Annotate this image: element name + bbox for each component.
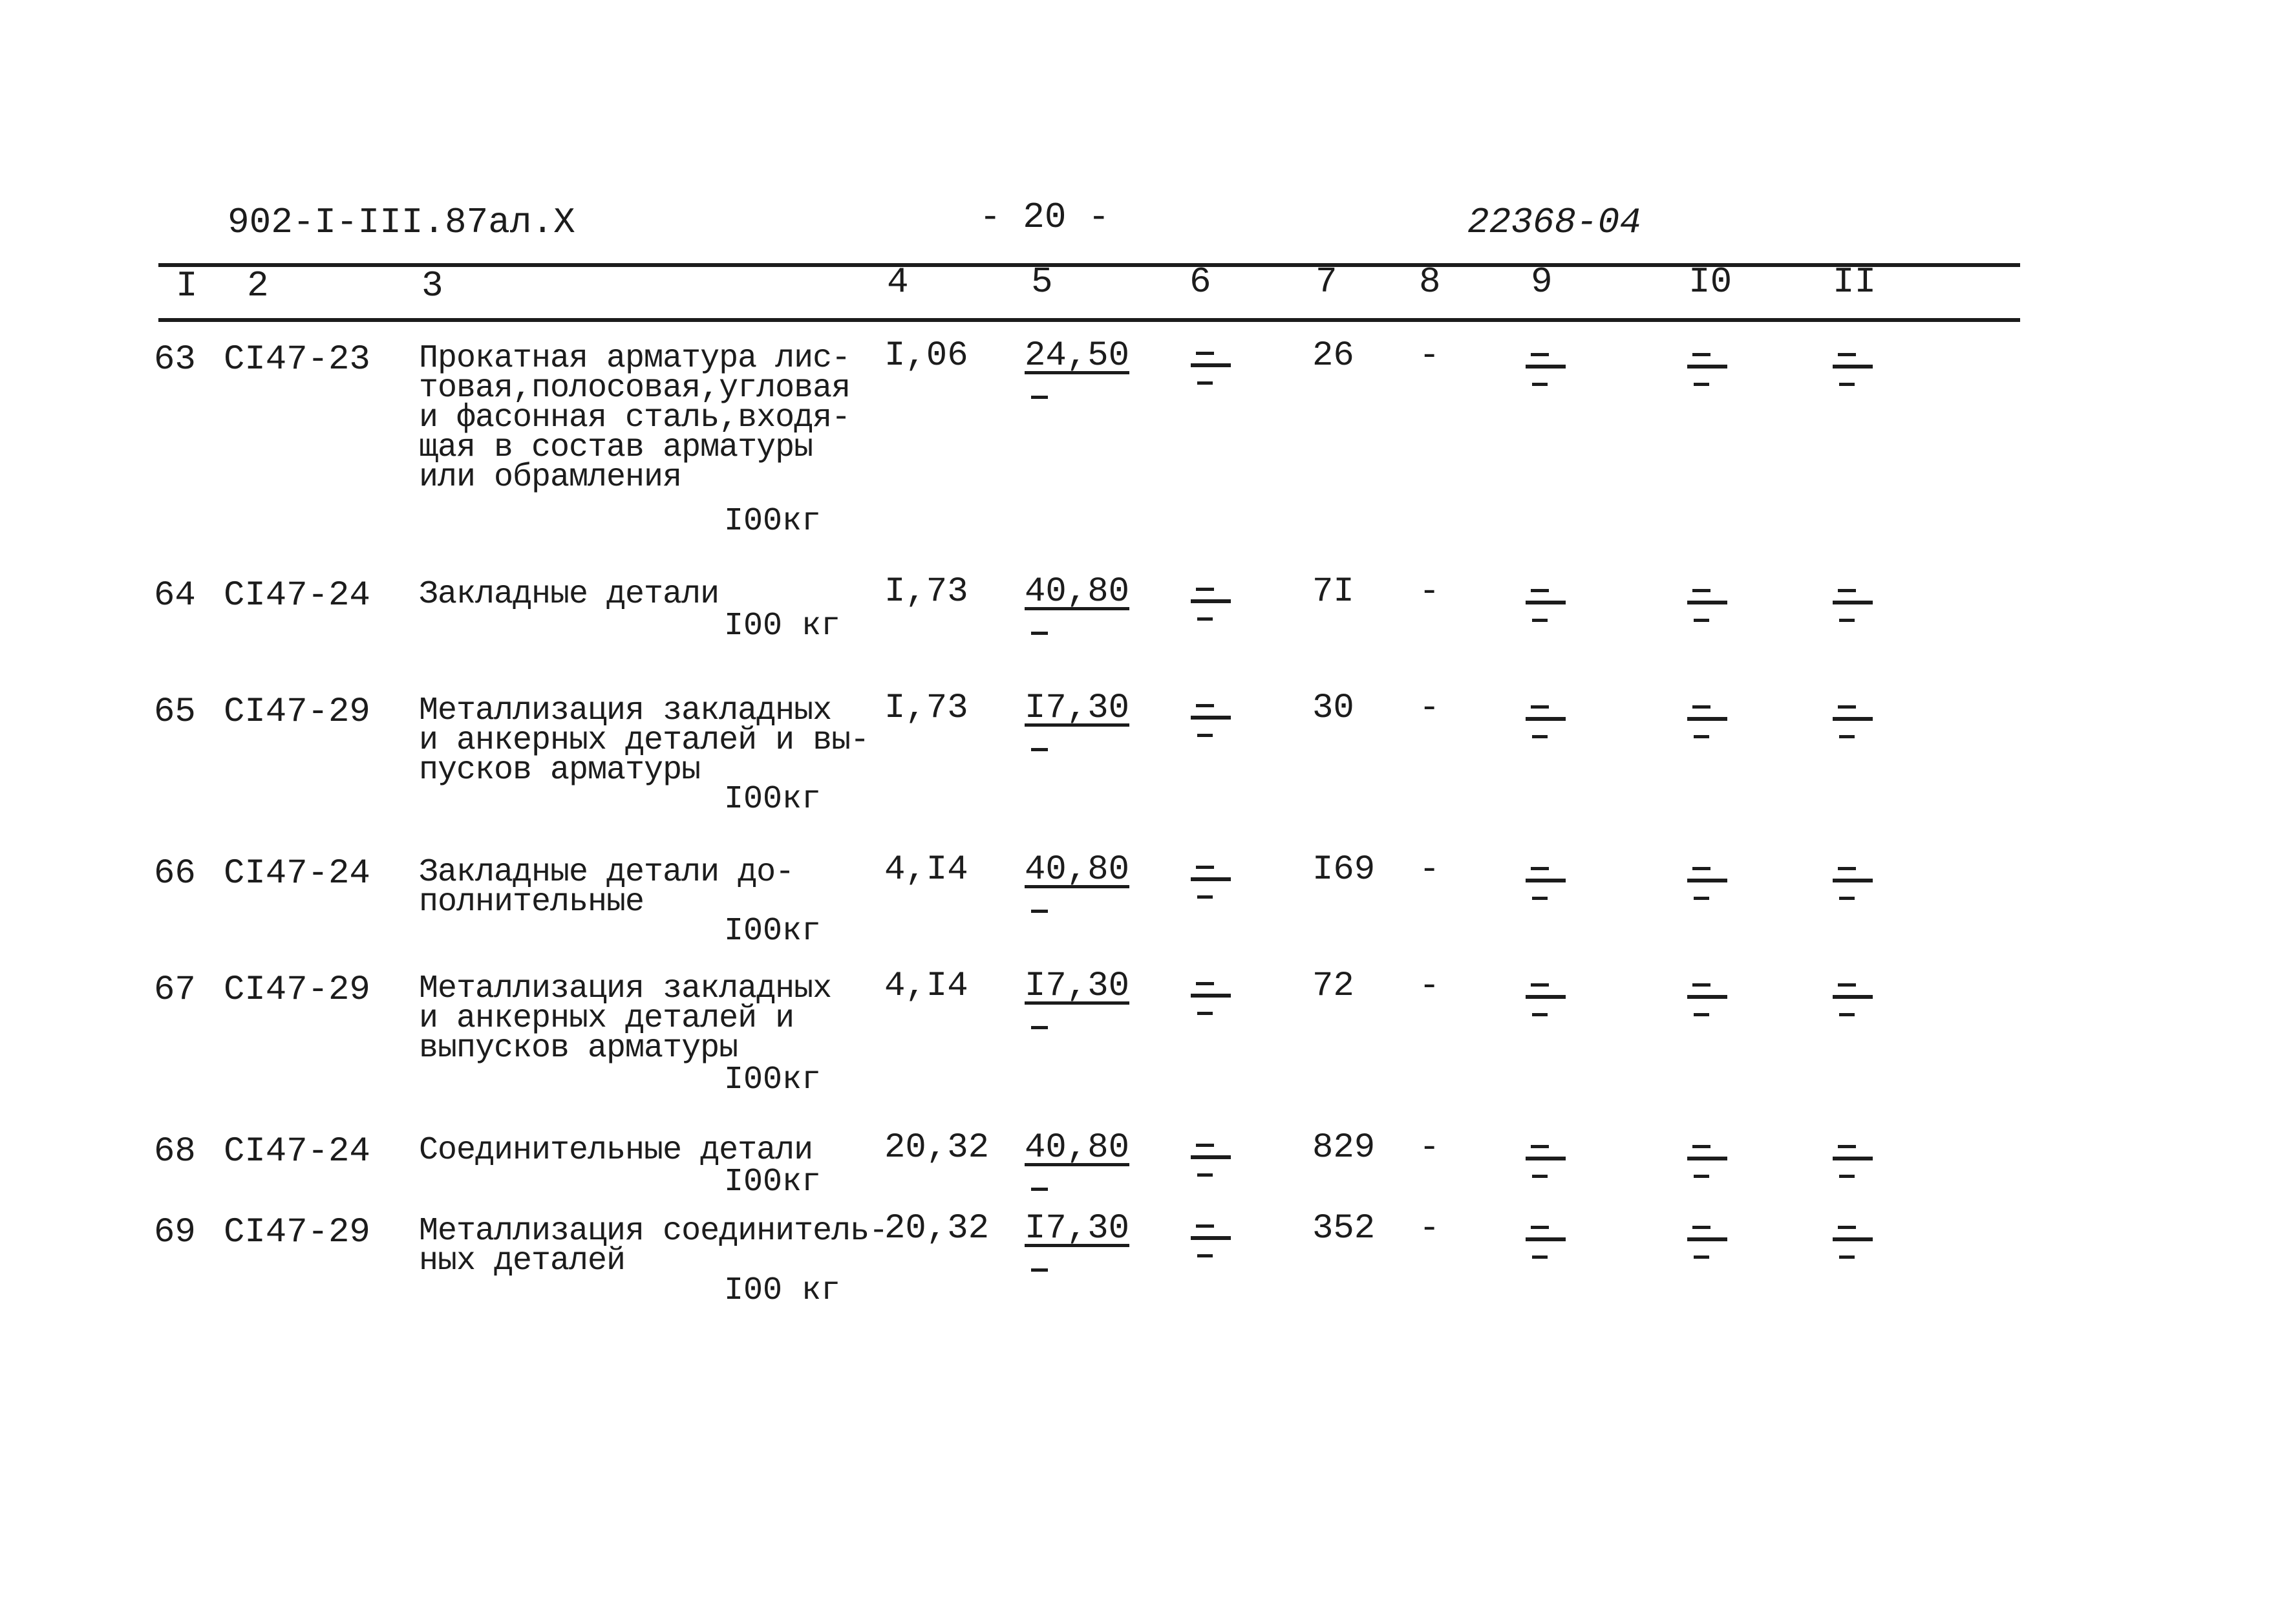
unit-label: I00кг <box>724 913 822 950</box>
ditto-mark-stroke <box>1839 1255 1855 1259</box>
column-8-dash: - <box>1419 572 1440 612</box>
ditto-mark-stroke <box>1196 704 1214 707</box>
ditto-mark-stroke <box>1531 705 1549 709</box>
unit-label: I00 кг <box>724 608 841 645</box>
column-header: 8 <box>1419 261 1441 303</box>
ditto-mark <box>1191 858 1236 903</box>
column-header: II <box>1833 261 1877 303</box>
ditto-mark-stroke <box>1839 735 1855 738</box>
ditto-mark-stroke <box>1196 352 1214 355</box>
ditto-mark-stroke <box>1694 1255 1709 1259</box>
ditto-mark-stroke <box>1191 877 1231 881</box>
ditto-mark-stroke <box>1694 735 1709 738</box>
column-5-dash <box>1031 910 1048 913</box>
unit-cost-value: 24,50 <box>1025 336 1130 376</box>
quantity-value: 4,I4 <box>884 967 968 1006</box>
ditto-mark <box>1191 1217 1236 1262</box>
ditto-mark <box>1833 976 1878 1021</box>
ditto-mark-stroke <box>1191 1236 1231 1240</box>
ditto-mark-stroke <box>1196 1224 1214 1228</box>
ditto-mark-stroke <box>1196 866 1214 869</box>
row-number: 64 <box>154 576 196 615</box>
row-number: 69 <box>154 1213 196 1252</box>
ditto-mark <box>1191 344 1236 389</box>
unit-cost-value: I7,30 <box>1025 1209 1130 1248</box>
ditto-mark-stroke <box>1531 867 1549 870</box>
ditto-mark <box>1687 976 1732 1021</box>
total-cost-value: 352 <box>1312 1209 1376 1248</box>
column-8-dash: - <box>1419 967 1440 1006</box>
norm-code: СI47-29 <box>224 1213 370 1252</box>
work-description: Металлизация закладных и анкерных деталей и вы- пусков арматуры <box>419 692 869 789</box>
column-5-dash <box>1031 748 1048 751</box>
ditto-mark-stroke <box>1839 1175 1855 1178</box>
ditto-mark-stroke <box>1833 879 1873 882</box>
ditto-mark <box>1191 580 1236 625</box>
ditto-mark <box>1833 345 1878 390</box>
ditto-mark-stroke <box>1191 1155 1231 1159</box>
page-number: - 20 - <box>979 197 1110 238</box>
column-header: I <box>176 265 198 306</box>
column-8-dash: - <box>1419 1209 1440 1248</box>
ditto-mark-stroke <box>1197 895 1213 899</box>
ditto-mark-stroke <box>1687 879 1727 882</box>
column-8-dash: - <box>1419 1128 1440 1168</box>
ditto-mark-stroke <box>1532 619 1548 622</box>
ditto-mark-stroke <box>1197 1173 1213 1177</box>
ditto-mark-stroke <box>1526 1157 1566 1160</box>
document-code: 902-I-III.87ал.X <box>228 202 575 243</box>
ditto-mark <box>1526 581 1571 626</box>
table-header-rule <box>158 318 2020 322</box>
ditto-mark-stroke <box>1526 995 1566 999</box>
unit-cost-value: I7,30 <box>1025 967 1130 1006</box>
ditto-mark <box>1687 698 1732 743</box>
total-cost-value: I69 <box>1312 850 1376 890</box>
ditto-mark-stroke <box>1197 617 1213 621</box>
column-header: 5 <box>1031 261 1053 303</box>
ditto-mark <box>1191 974 1236 1020</box>
unit-label: I00 кг <box>724 1272 841 1309</box>
ditto-mark-stroke <box>1694 383 1709 386</box>
row-number: 66 <box>154 854 196 893</box>
work-description: Закладные детали до- полнительные <box>419 854 794 921</box>
ditto-mark-stroke <box>1532 735 1548 738</box>
ditto-mark-stroke <box>1532 1013 1548 1016</box>
norm-code: СI47-29 <box>224 692 370 732</box>
unit-label: I00кг <box>724 1164 822 1201</box>
norm-code: СI47-24 <box>224 576 370 615</box>
unit-label: I00кг <box>724 781 822 818</box>
ditto-mark-stroke <box>1191 599 1231 603</box>
ditto-mark <box>1526 345 1571 390</box>
ditto-mark-stroke <box>1833 995 1873 999</box>
ditto-mark-stroke <box>1838 1226 1856 1229</box>
ditto-mark-stroke <box>1687 365 1727 369</box>
ditto-mark-stroke <box>1692 983 1710 987</box>
ditto-mark-stroke <box>1532 897 1548 900</box>
ditto-mark-stroke <box>1833 1237 1873 1241</box>
work-description: Соединительные детали <box>419 1132 813 1169</box>
row-number: 63 <box>154 340 196 379</box>
quantity-value: 20,32 <box>884 1128 990 1168</box>
ditto-mark-stroke <box>1196 588 1214 591</box>
norm-code: СI47-29 <box>224 970 370 1010</box>
ditto-mark-stroke <box>1692 705 1710 709</box>
ditto-mark-stroke <box>1694 897 1709 900</box>
work-description: Металлизация закладных и анкерных деталей и выпусков арматуры <box>419 970 832 1067</box>
column-5-dash <box>1031 632 1048 635</box>
ditto-mark-stroke <box>1197 1254 1213 1257</box>
ditto-mark-stroke <box>1687 995 1727 999</box>
ditto-mark-stroke <box>1838 983 1856 987</box>
ditto-mark-stroke <box>1687 1157 1727 1160</box>
unit-label: I00кг <box>724 503 822 540</box>
ditto-mark <box>1526 859 1571 904</box>
column-header: 4 <box>887 261 909 303</box>
ditto-mark-stroke <box>1838 589 1856 592</box>
unit-cost-value: 40,80 <box>1025 850 1130 890</box>
ditto-mark-stroke <box>1531 589 1549 592</box>
ditto-mark-stroke <box>1196 1144 1214 1147</box>
ditto-mark-stroke <box>1833 717 1873 721</box>
ditto-mark <box>1687 1137 1732 1182</box>
quantity-value: 20,32 <box>884 1209 990 1248</box>
unit-cost-value: I7,30 <box>1025 689 1130 728</box>
ditto-mark-stroke <box>1532 1255 1548 1259</box>
column-header: 2 <box>247 265 269 306</box>
total-cost-value: 72 <box>1312 967 1354 1006</box>
sheet-code: 22368-04 <box>1467 202 1641 243</box>
ditto-mark <box>1833 581 1878 626</box>
ditto-mark <box>1833 1137 1878 1182</box>
ditto-mark-stroke <box>1838 705 1856 709</box>
column-5-dash <box>1031 396 1048 399</box>
ditto-mark <box>1687 859 1732 904</box>
ditto-mark-stroke <box>1833 601 1873 604</box>
ditto-mark <box>1191 696 1236 742</box>
norm-code: СI47-23 <box>224 340 370 379</box>
ditto-mark-stroke <box>1526 365 1566 369</box>
unit-cost-value: 40,80 <box>1025 1128 1130 1168</box>
ditto-mark-stroke <box>1531 1145 1549 1148</box>
ditto-mark <box>1833 1218 1878 1263</box>
ditto-mark-stroke <box>1838 867 1856 870</box>
column-header: 3 <box>421 265 443 306</box>
ditto-mark-stroke <box>1833 365 1873 369</box>
ditto-mark-stroke <box>1191 994 1231 998</box>
column-header: 6 <box>1189 261 1211 303</box>
ditto-mark-stroke <box>1694 1175 1709 1178</box>
ditto-mark-stroke <box>1197 1012 1213 1015</box>
quantity-value: I,06 <box>884 336 968 376</box>
ditto-mark <box>1687 345 1732 390</box>
ditto-mark-stroke <box>1526 601 1566 604</box>
ditto-mark-stroke <box>1839 1013 1855 1016</box>
ditto-mark-stroke <box>1838 1145 1856 1148</box>
ditto-mark-stroke <box>1692 589 1710 592</box>
column-8-dash: - <box>1419 336 1440 376</box>
ditto-mark-stroke <box>1839 897 1855 900</box>
ditto-mark <box>1526 698 1571 743</box>
column-8-dash: - <box>1419 689 1440 728</box>
work-description: Закладные детали <box>419 576 719 613</box>
quantity-value: I,73 <box>884 572 968 612</box>
ditto-mark-stroke <box>1532 1175 1548 1178</box>
ditto-mark-stroke <box>1191 716 1231 720</box>
ditto-mark-stroke <box>1692 1145 1710 1148</box>
ditto-mark-stroke <box>1197 381 1213 385</box>
ditto-mark-stroke <box>1692 353 1710 356</box>
ditto-mark-stroke <box>1839 619 1855 622</box>
quantity-value: I,73 <box>884 689 968 728</box>
ditto-mark <box>1191 1136 1236 1181</box>
row-number: 65 <box>154 692 196 732</box>
ditto-mark-stroke <box>1531 1226 1549 1229</box>
ditto-mark-stroke <box>1531 983 1549 987</box>
ditto-mark-stroke <box>1197 734 1213 737</box>
column-8-dash: - <box>1419 850 1440 890</box>
ditto-mark <box>1526 976 1571 1021</box>
column-5-dash <box>1031 1188 1048 1191</box>
ditto-mark-stroke <box>1687 717 1727 721</box>
ditto-mark-stroke <box>1687 1237 1727 1241</box>
ditto-mark-stroke <box>1526 717 1566 721</box>
ditto-mark-stroke <box>1196 982 1214 985</box>
ditto-mark <box>1687 581 1732 626</box>
quantity-value: 4,I4 <box>884 850 968 890</box>
ditto-mark-stroke <box>1531 353 1549 356</box>
ditto-mark-stroke <box>1687 601 1727 604</box>
ditto-mark <box>1526 1218 1571 1263</box>
row-number: 68 <box>154 1132 196 1171</box>
row-number: 67 <box>154 970 196 1010</box>
total-cost-value: 7I <box>1312 572 1354 612</box>
ditto-mark-stroke <box>1839 383 1855 386</box>
ditto-mark-stroke <box>1838 353 1856 356</box>
ditto-mark-stroke <box>1191 363 1231 367</box>
total-cost-value: 30 <box>1312 689 1354 728</box>
ditto-mark-stroke <box>1692 1226 1710 1229</box>
norm-code: СI47-24 <box>224 1132 370 1171</box>
unit-label: I00кг <box>724 1062 822 1098</box>
total-cost-value: 829 <box>1312 1128 1376 1168</box>
ditto-mark-stroke <box>1692 867 1710 870</box>
norm-code: СI47-24 <box>224 854 370 893</box>
column-header: I0 <box>1689 261 1732 303</box>
column-5-dash <box>1031 1268 1048 1272</box>
ditto-mark <box>1687 1218 1732 1263</box>
ditto-mark-stroke <box>1526 879 1566 882</box>
work-description: Прокатная арматура лис- товая,полосовая,угловая и фасонная сталь,входя- щая в состав арматуры или обрамления <box>419 340 851 496</box>
total-cost-value: 26 <box>1312 336 1354 376</box>
ditto-mark-stroke <box>1694 619 1709 622</box>
ditto-mark <box>1526 1137 1571 1182</box>
column-header: 7 <box>1316 261 1337 303</box>
work-description: Металлизация соединитель- ных деталей <box>419 1213 888 1279</box>
column-header: 9 <box>1531 261 1553 303</box>
ditto-mark-stroke <box>1694 1013 1709 1016</box>
ditto-mark-stroke <box>1526 1237 1566 1241</box>
ditto-mark <box>1833 698 1878 743</box>
ditto-mark-stroke <box>1833 1157 1873 1160</box>
ditto-mark <box>1833 859 1878 904</box>
column-5-dash <box>1031 1026 1048 1029</box>
ditto-mark-stroke <box>1532 383 1548 386</box>
unit-cost-value: 40,80 <box>1025 572 1130 612</box>
